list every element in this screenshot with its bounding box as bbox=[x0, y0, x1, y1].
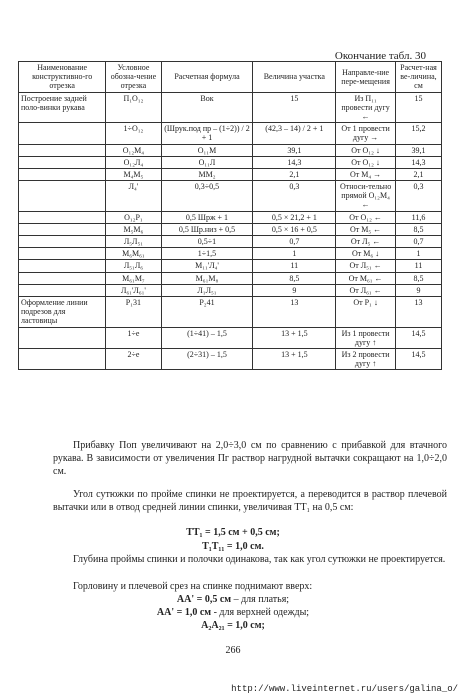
formula-1: ТТ₁ = 1,5 см + 0,5 см; bbox=[186, 527, 280, 538]
table-row bbox=[19, 348, 442, 369]
table-cell bbox=[19, 272, 106, 284]
table-cell bbox=[19, 168, 106, 180]
table-cell: 8,5 bbox=[253, 272, 336, 284]
table-cell: О₁₁Л bbox=[161, 156, 253, 168]
table-row bbox=[19, 236, 442, 248]
table-cell bbox=[19, 236, 106, 248]
formula-4-note: - для верхней одежды; bbox=[211, 607, 310, 618]
table-cell: 15 bbox=[253, 92, 336, 123]
table-cell: От М₄ → bbox=[336, 168, 396, 180]
page-number: 266 bbox=[225, 645, 241, 656]
table-cell: 1÷О₁₂ bbox=[106, 123, 161, 144]
column-header: Направле-ние пере-мещения bbox=[336, 62, 396, 93]
table-cell: 0,5 × 16 + 0,5 bbox=[253, 223, 336, 235]
table-cell: Из 2 провести дугу ↑ bbox=[336, 348, 396, 369]
table-cell bbox=[19, 327, 106, 348]
column-header: Наименование конструктивно-го отрезка bbox=[19, 62, 106, 93]
table-cell: М₆₁М₇ bbox=[106, 272, 161, 284]
source-url: http://www.liveinternet.ru/users/galina_o/ bbox=[231, 684, 458, 694]
table-row bbox=[19, 272, 442, 284]
table-cell: 9 bbox=[253, 284, 336, 296]
table-cell: Р₂41 bbox=[161, 296, 253, 327]
table-cell: ММ₂ bbox=[161, 168, 253, 180]
table-cell: 13 bbox=[253, 296, 336, 327]
table-cell bbox=[19, 284, 106, 296]
table-cell: 15,2 bbox=[395, 123, 441, 144]
table-cell: 0,3 bbox=[253, 181, 336, 212]
table-cell bbox=[19, 156, 106, 168]
table-cell: 8,5 bbox=[395, 223, 441, 235]
table-cell: 2,1 bbox=[253, 168, 336, 180]
table-cell: От М₆₁ ← bbox=[336, 272, 396, 284]
table-cell: 15 bbox=[395, 92, 441, 123]
formula-2: Т₁Т₁₁ = 1,0 см. bbox=[202, 541, 264, 552]
table-row bbox=[19, 123, 442, 144]
formula-3-main: АА' = 0,5 см bbox=[176, 594, 232, 605]
table-cell: 0,3÷0,5 bbox=[161, 181, 253, 212]
table-cell: Р₁31 bbox=[106, 296, 161, 327]
table-cell: (2÷31) – 1,5 bbox=[161, 348, 253, 369]
table-row bbox=[19, 181, 442, 212]
table-cell: От 1 провести дугу → bbox=[336, 123, 396, 144]
table-row bbox=[19, 284, 442, 296]
table-cell: 0,5 Шр.низ + 0,5 bbox=[161, 223, 253, 235]
table-cell: О₁₁М bbox=[161, 144, 253, 156]
table-cell: 13 + 1,5 bbox=[253, 348, 336, 369]
table-cell: 11 bbox=[395, 260, 441, 272]
table-cell: От Л₅ ← bbox=[336, 236, 396, 248]
table-cell bbox=[19, 123, 106, 144]
table-cell: М₄М₅ bbox=[106, 168, 161, 180]
table-cell: 39,1 bbox=[395, 144, 441, 156]
column-header: Расчетная формула bbox=[161, 62, 253, 93]
table-cell: 2,1 bbox=[395, 168, 441, 180]
table-cell: (Шрук.под пр – (1÷2)) / 2 + 1 bbox=[161, 123, 253, 144]
table-cell: 0,7 bbox=[395, 236, 441, 248]
table-row bbox=[19, 260, 442, 272]
table-cell: 39,1 bbox=[253, 144, 336, 156]
table-cell: 14,5 bbox=[395, 327, 441, 348]
table-cell bbox=[19, 181, 106, 212]
table-row bbox=[19, 223, 442, 235]
table-cell: 1÷1,5 bbox=[161, 248, 253, 260]
table-cell: М₆М₆₁ bbox=[106, 248, 161, 260]
table-cell: Л₄' bbox=[106, 181, 161, 212]
table-cell bbox=[19, 211, 106, 223]
table-cell: 0,5 Шрж + 1 bbox=[161, 211, 253, 223]
table-row bbox=[19, 248, 442, 260]
table-row bbox=[19, 92, 442, 123]
table-cell: От О₁₂ ↓ bbox=[336, 144, 396, 156]
table-cell: Из 1 провести дугу ↑ bbox=[336, 327, 396, 348]
data-table bbox=[18, 61, 442, 370]
table-cell: О₁₂М₄ bbox=[106, 144, 161, 156]
table-cell: От М₅ ← bbox=[336, 223, 396, 235]
table-cell: От Л₅₁ ← bbox=[336, 260, 396, 272]
table-cell: 0,5÷1 bbox=[161, 236, 253, 248]
table-cell: 14,3 bbox=[395, 156, 441, 168]
table-cell: От М₆ ↓ bbox=[336, 248, 396, 260]
column-header: Расчет-ная ве-личина, см bbox=[395, 62, 441, 93]
formula-4 bbox=[0, 607, 466, 618]
column-header: Величина участка bbox=[253, 62, 336, 93]
table-cell: Л₅₁Л₆ bbox=[106, 260, 161, 272]
table-cell: 0,5 × 21,2 + 1 bbox=[253, 211, 336, 223]
table-cell: М₆₁М₈ bbox=[161, 272, 253, 284]
table-cell bbox=[19, 348, 106, 369]
table-cell: Построение задней поло-винки рукава bbox=[19, 92, 106, 123]
paragraph-4: Горловину и плечевой срез на спинке поднимают вверх: bbox=[73, 581, 313, 592]
table-cell: Вок bbox=[161, 92, 253, 123]
table-row bbox=[19, 144, 442, 156]
table-cell: О₁₂Р₁ bbox=[106, 211, 161, 223]
table-cell: 1÷е bbox=[106, 327, 161, 348]
table-cell: Л₅Л₅₁ bbox=[106, 236, 161, 248]
table-cell: 1 bbox=[395, 248, 441, 260]
table-cell: (42,3 – 14) / 2 + 1 bbox=[253, 123, 336, 144]
table-cell bbox=[19, 223, 106, 235]
table-cell: П₁О₁₂ bbox=[106, 92, 161, 123]
table-row bbox=[19, 168, 442, 180]
paragraph-1: Прибавку Поп увеличивают на 2,0÷3,0 см по сравнению с прибавкой для втачного рукава. В зависимости от увеличения Пг раствор нагрудной вытачки сокращают на 1,0÷2,0 см. bbox=[53, 440, 447, 477]
table-cell: 2÷е bbox=[106, 348, 161, 369]
table-cell: Относи-тельно прямой О₁₂М₄ ← bbox=[336, 181, 396, 212]
table-cell: Оформление линии подрезов для ластовицы bbox=[19, 296, 106, 327]
table-cell bbox=[19, 260, 106, 272]
table-caption: Окончание табл. 30 bbox=[334, 50, 426, 62]
table-cell: 0,3 bbox=[395, 181, 441, 212]
table-cell: От О₁₂ ↓ bbox=[336, 156, 396, 168]
table-cell: (1÷41) – 1,5 bbox=[161, 327, 253, 348]
table-row bbox=[19, 327, 442, 348]
table-cell bbox=[19, 248, 106, 260]
table-cell: 8,5 bbox=[395, 272, 441, 284]
table-cell: 14,5 bbox=[395, 348, 441, 369]
table-cell: Л₁Л₅₁ bbox=[161, 284, 253, 296]
formula-3 bbox=[0, 594, 466, 605]
table-cell: 13 bbox=[395, 296, 441, 327]
formula-3-note: – для платья; bbox=[231, 594, 290, 605]
table-header-row bbox=[19, 62, 442, 93]
table-row bbox=[19, 156, 442, 168]
paragraph-2: Угол сутюжки по пройме спинки не проектируется, а переводится в раствор плечевой вытачки или в отвод средней линии спинки, увеличивая ТТ₁ на 0,5 см: bbox=[53, 489, 447, 513]
table-row bbox=[19, 296, 442, 327]
paragraph-3: Глубина проймы спинки и полочки одинакова, так как угол сутюжки не проектируется. bbox=[73, 554, 446, 565]
table-cell: От Р₁ ↓ bbox=[336, 296, 396, 327]
table-cell: От О₁₂ ← bbox=[336, 211, 396, 223]
table-cell: 14,3 bbox=[253, 156, 336, 168]
table-cell: О₁₂Л₄ bbox=[106, 156, 161, 168]
table-cell: М₅М₆ bbox=[106, 223, 161, 235]
table-cell: 9 bbox=[395, 284, 441, 296]
table-row bbox=[19, 211, 442, 223]
table-cell bbox=[19, 144, 106, 156]
table-cell: М₁₁'Л₄' bbox=[161, 260, 253, 272]
column-header: Условное обозна-чение отрезка bbox=[106, 62, 161, 93]
table-cell: От Л₆₁ ← bbox=[336, 284, 396, 296]
table-cell: 13 + 1,5 bbox=[253, 327, 336, 348]
table-cell: Л₆₁'Л₆₁' bbox=[106, 284, 161, 296]
table-cell: 1 bbox=[253, 248, 336, 260]
table-cell: 11 bbox=[253, 260, 336, 272]
formula-5: А₂А₂₁ = 1,0 см; bbox=[201, 620, 265, 631]
table-cell: 11,6 bbox=[395, 211, 441, 223]
formula-4-main: АА' = 1,0 см bbox=[156, 607, 212, 618]
table-cell: Из П₁₁ провести дугу ← bbox=[336, 92, 396, 123]
table-cell: 0,7 bbox=[253, 236, 336, 248]
